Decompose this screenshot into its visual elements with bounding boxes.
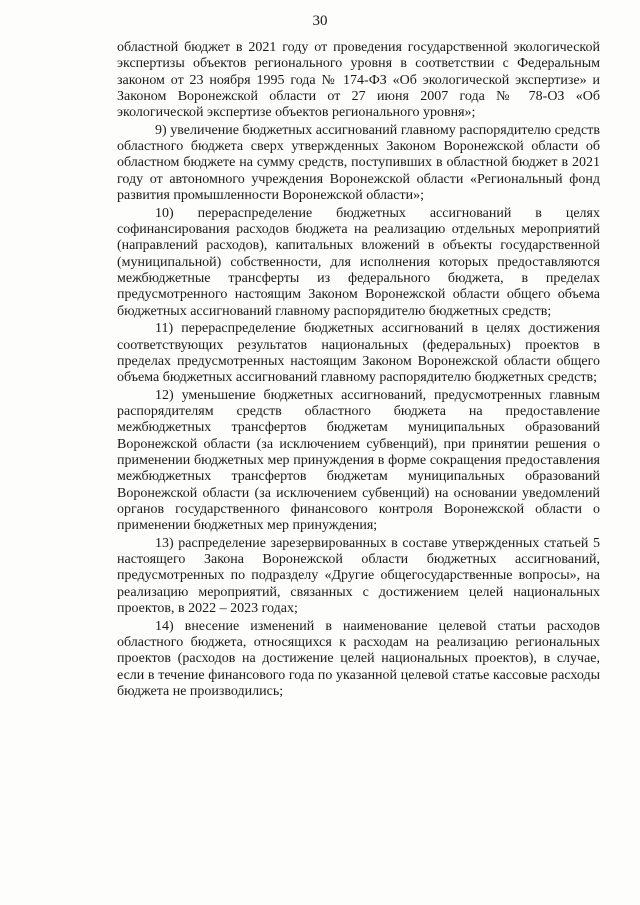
paragraph-continuation: областной бюджет в 2021 году от проведения государственной экологической экспертизы объектов регионального уровня в соответствии с Федеральным законом от 23 ноября 1995 года № 174-ФЗ «Об экологической экспертизе» и Законом Воронежской области от 27 июня 2007 года № 78-ОЗ «Об экологической экспертизе объектов регионального уровня»; xyxy=(117,40,600,121)
paragraph-item-14: 14) внесение изменений в наименование целевой статьи расходов областного бюджета, относящихся к расходам на реализацию региональных проектов (расходов на достижение целей национальных проектов), в случае, если в течение финансового года по указанной целевой статье кассовые расходы бюджета не производились; xyxy=(117,618,600,699)
paragraph-item-10: 10) перераспределение бюджетных ассигнований в целях софинансирования расходов бюджета на реализацию отдельных мероприятий (направлений расходов), капитальных вложений в объекты государственной (муниципальной) собственности, для исполнения которых предоставляются межбюджетные трансферты из федерального бюджета, в пределах предусмотренного настоящим Законом Воронежской области общего объема бюджетных ассигнований главному распорядителю бюджетных средств; xyxy=(117,205,600,319)
paragraph-item-11: 11) перераспределение бюджетных ассигнований в целях достижения соответствующих результатов национальных (федеральных) проектов в пределах предусмотренных настоящим Законом Воронежской области общего объема бюджетных ассигнований главному распорядителю бюджетных средств; xyxy=(117,321,600,386)
page-number: 30 xyxy=(312,13,328,29)
paragraph-item-13: 13) распределение зарезервированных в составе утвержденных статьей 5 настоящего Закона Воронежской области бюджетных ассигнований, предусмотренных по подразделу «Другие общегосударственные вопросы», на реализацию мероприятий, связанных с достижением целей национальных проектов, в 2022 – 2023 годах; xyxy=(117,535,600,617)
document-body xyxy=(117,40,600,702)
paragraph-item-12: 12) уменьшение бюджетных ассигнований, предусмотренных главным распорядителям средств областного бюджета на предоставление межбюджетных трансфертов бюджетам муниципальных образований Воронежской области (за исключением субвенций), при принятии решения о применении бюджетных мер принуждения в форме сокращения предоставления межбюджетных трансфертов бюджетам муниципальных образований Воронежской области (за исключением субвенций) на основании уведомлений органов государственного финансового контроля Воронежской области о применении бюджетных мер принуждения; xyxy=(117,387,600,534)
paragraph-item-9: 9) увеличение бюджетных ассигнований главному распорядителю средств областного бюджета сверх утвержденных Законом Воронежской области об областном бюджете на сумму средств, поступивших в областной бюджет в 2021 году от автономного учреждения Воронежской области «Региональный фонд развития промышленности Воронежской области»; xyxy=(117,122,600,204)
